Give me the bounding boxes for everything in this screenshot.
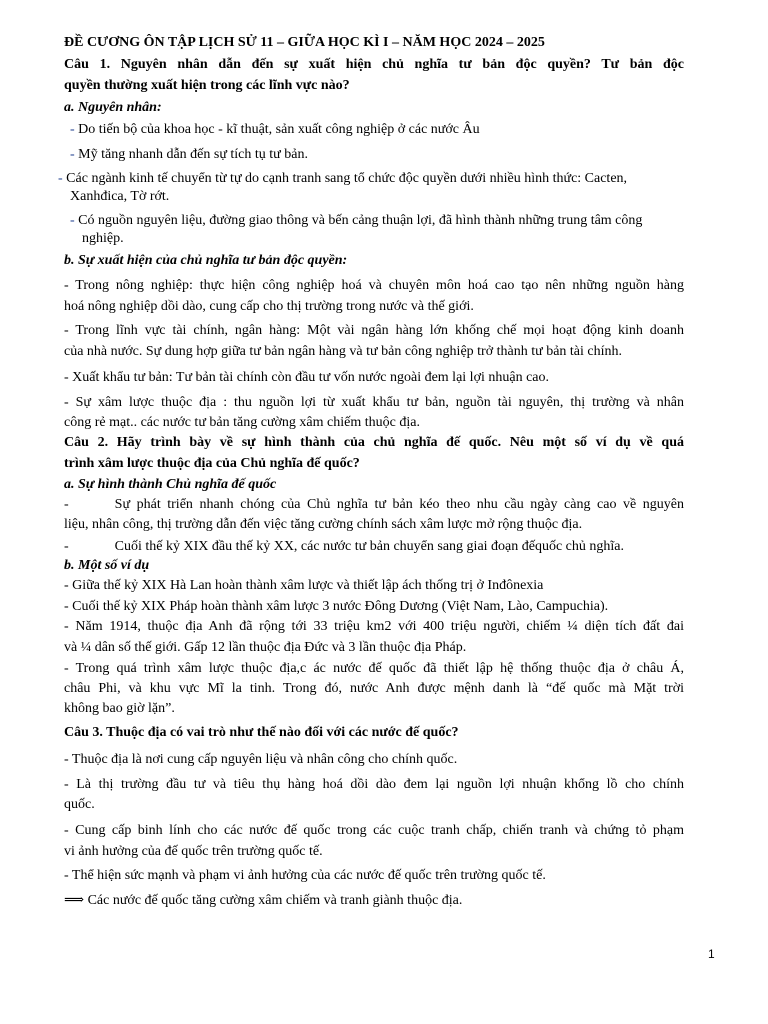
q1-a-item-4 bbox=[70, 212, 642, 230]
q2-a-para-2 bbox=[64, 538, 624, 556]
q1-a-item-4-cont: nghiệp. bbox=[82, 231, 124, 246]
q1-a-item-3-text: Các ngành kinh tế chuyển từ tự do cạnh tranh sang tổ chức độc quyền dưới nhiều hình thức: Cacten, bbox=[66, 171, 628, 186]
q2-a-para-1-line-1 bbox=[64, 496, 684, 514]
bullet-dash: - bbox=[70, 147, 75, 162]
q1-b-para-4-line-1: - Sự xâm lược thuộc địa : thu nguồn lợi từ xuất khẩu tư bản, nguồn tài nguyên, thị trường và nhân bbox=[64, 395, 684, 410]
q1-b-para-1-line-2: hoá nông nghiệp dồi dào, cung cấp cho thị trường trong nước và thế giới. bbox=[64, 299, 474, 314]
q2-b-para-4-line-2: châu Phi, và khu vực Mĩ la tinh. Trong đó, nước Anh được mệnh danh là “đế quốc mà Mặt trời bbox=[64, 681, 684, 696]
bullet-dash: - bbox=[64, 539, 69, 554]
q2-b-para-4-line-3: không bao giờ lặn”. bbox=[64, 701, 175, 716]
q1-b-para-2-line-2: của nhà nước. Sự dung hợp giữa tư bản ngân hàng và tư bản công nghiệp trở thành tư bản tài chính. bbox=[64, 344, 623, 359]
q1-a-item-3-cont: Xanhđica, Tờ rớt. bbox=[70, 189, 170, 204]
q2-a-para-1-line-2: liệu, nhân công, thị trường dẫn đến việc tăng cường chính sách xâm lược mở rộng thuộc địa. bbox=[64, 517, 583, 532]
document-title: ĐỀ CƯƠNG ÔN TẬP LỊCH SỬ 11 – GIỮA HỌC KÌ I – NĂM HỌC 2024 – 2025 bbox=[64, 35, 545, 50]
q2-b-para-1: - Giữa thế kỷ XIX Hà Lan hoàn thành xâm lược và thiết lập ách thống trị ở Inđônexia bbox=[64, 578, 544, 593]
question-1-line-2: quyền thường xuất hiện trong các lĩnh vực nào? bbox=[64, 78, 350, 93]
q2-b-para-2: - Cuối thế kỷ XIX Pháp hoàn thành xâm lược 3 nước Đông Dương (Việt Nam, Lào, Campuchia). bbox=[64, 599, 609, 614]
q1-a-item-3 bbox=[58, 170, 627, 188]
q1-section-b-heading: b. Sự xuất hiện của chủ nghĩa tư bản độc quyền: bbox=[64, 253, 348, 268]
q2-a-para-1-text: Sự phát triển nhanh chóng của Chủ nghĩa tư bản kéo theo nhu cầu ngày càng cao về nguyên bbox=[114, 497, 684, 512]
question-2-line-2: trình xâm lược thuộc địa của Chủ nghĩa đế quốc? bbox=[64, 456, 360, 471]
q3-para-2-line-2: quốc. bbox=[64, 797, 95, 812]
q3-para-3-line-2: vi ảnh hưởng của đế quốc trên trường quốc tế. bbox=[64, 844, 323, 859]
q2-b-para-4-line-1: - Trong quá trình xâm lược thuộc địa,c ác nước đế quốc đã thiết lập hệ thống thuộc địa ở châu Á, bbox=[64, 661, 684, 676]
question-1-line-1: Câu 1. Nguyên nhân dẫn đến sự xuất hiện chủ nghĩa tư bản độc quyền? Tư bản độc bbox=[64, 57, 684, 72]
question-3: Câu 3. Thuộc địa có vai trò như thế nào đối với các nước đế quốc? bbox=[64, 725, 459, 740]
bullet-dash: - bbox=[58, 171, 63, 186]
q2-a-para-2-text: Cuối thế kỷ XIX đầu thế kỷ XX, các nước tư bản chuyển sang giai đoạn đếquốc chủ nghĩa. bbox=[114, 539, 625, 554]
q3-para-1: - Thuộc địa là nơi cung cấp nguyên liệu và nhân công cho chính quốc. bbox=[64, 752, 458, 767]
page-number: 1 bbox=[708, 947, 715, 961]
question-2-line-1: Câu 2. Hãy trình bày về sự hình thành của chủ nghĩa đế quốc. Nêu một số ví dụ về quá bbox=[64, 435, 684, 450]
q1-a-item-2 bbox=[70, 146, 308, 164]
q2-b-para-3-line-1: - Năm 1914, thuộc địa Anh đã rộng tới 33 triệu km2 với 400 triệu người, chiếm ¼ diện tích đất đai bbox=[64, 619, 684, 634]
bullet-dash: - bbox=[70, 122, 75, 137]
q2-section-b-heading: b. Một số ví dụ bbox=[64, 558, 150, 573]
q1-b-para-2-line-1: - Trong lĩnh vực tài chính, ngân hàng: Một vài ngân hàng lớn khống chế mọi hoạt động kinh doanh bbox=[64, 323, 684, 338]
q3-para-4: - Thể hiện sức mạnh và phạm vi ảnh hưởng của các nước đế quốc trên trường quốc tế. bbox=[64, 868, 546, 883]
q1-a-item-1-text: Do tiến bộ của khoa học - kĩ thuật, sản xuất công nghiệp ở các nước Âu bbox=[78, 122, 480, 137]
bullet-dash: - bbox=[64, 497, 69, 512]
q1-a-item-1 bbox=[70, 121, 480, 139]
q1-b-para-1-line-1: - Trong nông nghiệp: thực hiện công nghiệp hoá và chuyên môn hoá cao tạo nên những nguồn hàng bbox=[64, 278, 684, 293]
q1-a-item-4-text: Có nguồn nguyên liệu, đường giao thông và bến cảng thuận lợi, đã hình thành những trung tâm công bbox=[78, 213, 643, 228]
q1-a-item-2-text: Mỹ tăng nhanh dẫn đến sự tích tụ tư bản. bbox=[78, 147, 308, 162]
q1-section-a-heading: a. Nguyên nhân: bbox=[64, 100, 162, 115]
implies-arrow-icon: ⟹ bbox=[64, 893, 85, 908]
bullet-dash: - bbox=[70, 213, 75, 228]
q3-conclusion bbox=[64, 892, 462, 910]
q3-conclusion-text: Các nước đế quốc tăng cường xâm chiếm và tranh giành thuộc địa. bbox=[87, 893, 463, 908]
q3-para-2-line-1: - Là thị trường đầu tư và tiêu thụ hàng hoá dồi dào đem lại nguồn lợi nhuận khổng lồ cho chính bbox=[64, 777, 684, 792]
q3-para-3-line-1: - Cung cấp binh lính cho các nước đế quốc trong các cuộc tranh chấp, chiến tranh và chứng tỏ phạm bbox=[64, 823, 684, 838]
q2-b-para-3-line-2: và ¼ dân số thế giới. Gấp 12 lần thuộc địa Đức và 3 lần thuộc địa Pháp. bbox=[64, 640, 467, 655]
q1-b-para-4-line-2: công rẻ mạt.. các nước tư bản tăng cường xâm chiếm thuộc địa. bbox=[64, 415, 420, 430]
q1-b-para-3: - Xuất khẩu tư bản: Tư bản tài chính còn đầu tư vốn nước ngoài đem lại lợi nhuận cao. bbox=[64, 370, 550, 385]
q2-section-a-heading: a. Sự hình thành Chủ nghĩa đế quốc bbox=[64, 477, 277, 492]
